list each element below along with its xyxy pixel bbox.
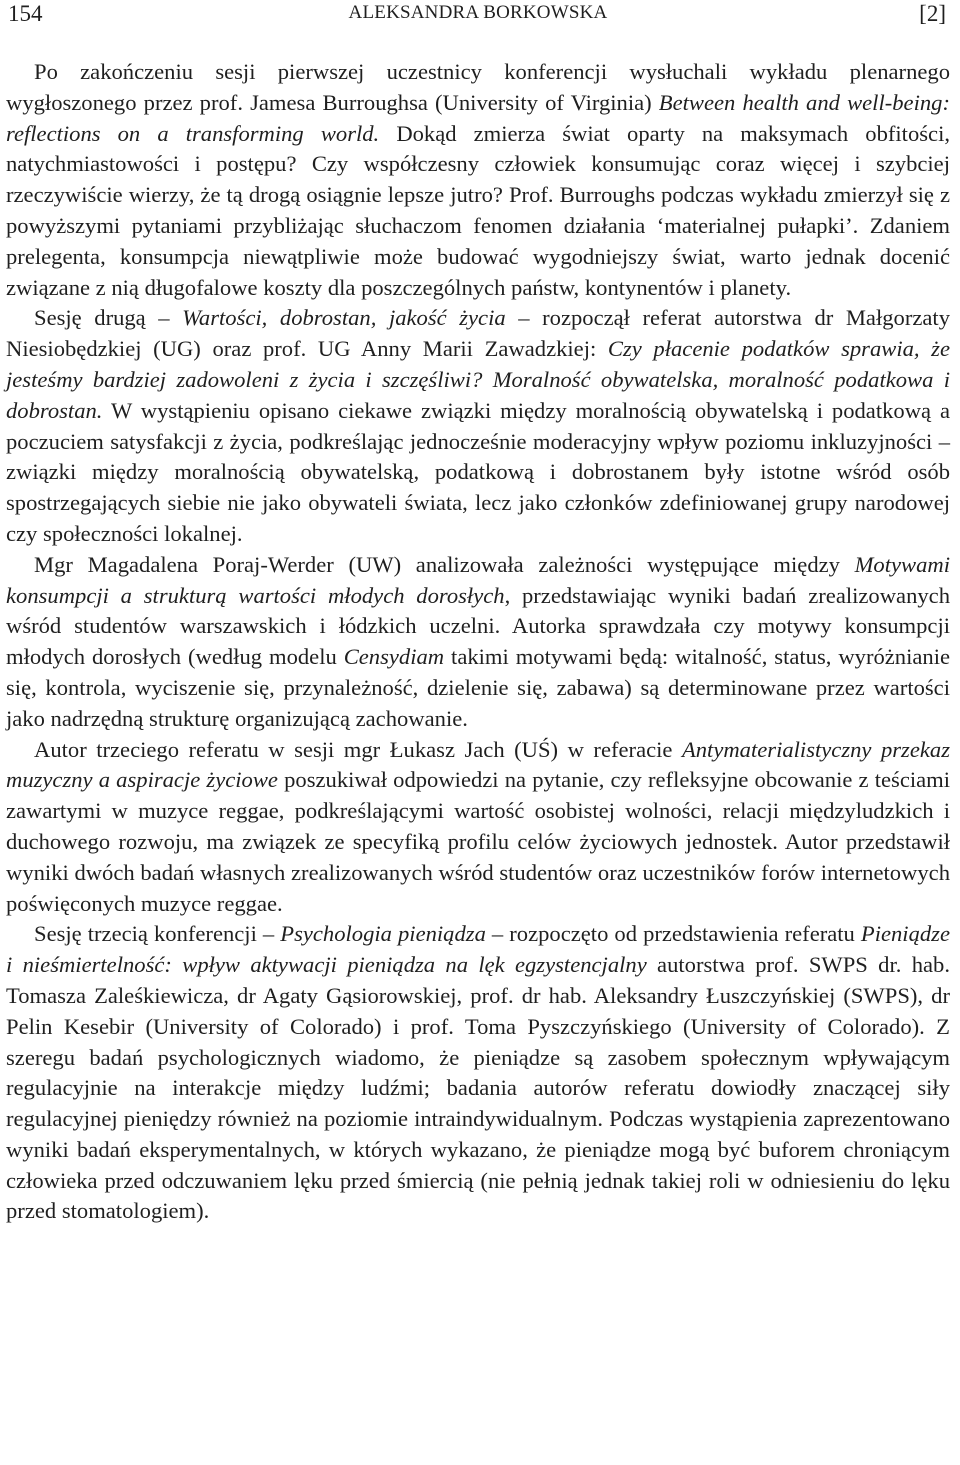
paragraph [6,57,950,303]
italic-title-text: Czy płacenie podatków sprawia, że jesteśmy bardziej zadowoleni z życia i szczęśliwi? Moralność obywatelska, moralność podatkowa i dobrostan. [6,336,950,423]
body-text: Dokąd zmierza świat oparty na maksymach obfitości, natychmiastowości i postępu? Czy współczesny człowiek konsumując coraz więcej i szybciej rzeczywiście wierzy, że tą drogą osiągnie lepsze jutro? Prof. Burroughs podczas wykładu zmierzył się z powyższymi pytaniami przybliżając słuchaczom fenomen działania ‘materialnej pułapki’. Zdaniem prelegenta, konsumpcja niewątpliwie może budować wygodniejszy świat, warto jednak docenić związane z nią długofalowe koszty dla poszczególnych państw, kontynentów i planety. [6,120,950,300]
body-text: Mgr Magadalena Poraj-Werder (UW) analizowała zależności występujące między [34,551,855,577]
body-text: Po zakończeniu sesji pierwszej uczestnicy konferencji wysłuchali wykładu plenarnego wygłoszonego przez prof. Jamesa Burroughsa (University of Virginia) [6,59,950,115]
body-text: – rozpoczął referat autorstwa dr Małgorzaty Niesiobędzkiej (UG) oraz prof. UG Anny Marii Zawadzkiej: [6,305,950,362]
running-header [6,0,950,30]
body-text: autorstwa prof. SWPS dr. hab. Tomasza Zaleśkiewicza, dr Agaty Gąsiorowskiej, prof. dr hab. Aleksandry Łuszczyńskiej (SWPS), dr Pelin Kesebir (University of Colorado) i prof. Toma Pyszczyńskiego (University of Colorado). Z szeregu badań psychologicznych wiadomo, że pieniądze są zasobem społecznym wpływającym regulacyjnie na interakcje między ludźmi; badania autorów referatu dowiodły znaczącej siły regulacyjnej pieniędzy również na poziomie intraindywidualnym. Podczas wystąpienia zaprezentowano wyniki badań eksperymentalnych, w których wykazano, że pieniądze mogą być buforem chroniącym człowieka przed odczuwaniem lęku przed śmiercią (nie pełnią jednak takiej roli w odniesieniu do lęku przed stomatologiem). [6,952,950,1224]
italic-title-text: Psychologia pieniądza [280,921,486,947]
italic-title-text: Between health and well-being: reflections on a transforming world. [6,89,950,146]
paragraph [6,550,950,735]
body-text: poszukiwał odpowiedzi na pytanie, czy refleksyjne obcowanie z teściami zawartymi w muzyce reggae, podkreślającymi wartość osobistej wolności, relacji międzyludzkich i duchowego rozwoju, ma związek ze specyfiką profilu celów życiowych jednostek. Autor przedstawił wyniki dwóch badań własnych zrealizowanych wśród studentów oraz uczestników forów internetowych poświęconych muzyce reggae. [6,767,951,916]
body-text: , przedstawiając wyniki badań zrealizowanych wśród studentów warszawskich i łódzkich uczelni. Autorka sprawdzała czy motywy konsumpcji młodych dorosłych (według modelu [6,582,950,670]
running-head-author: ALEKSANDRA BORKOWSKA [348,2,608,23]
italic-title-text: Censydiam [343,644,445,670]
body-text: W wystąpieniu opisano ciekawe związki między moralnością obywatelską i podatkową a poczuciem satysfakcji z życia, podkreślając jednocześnie moderacyjny wpływ poziomu inkluzyjności – związki między moralnością obywatelską, podatkową i dobrostanem były istotne wśród osób spostrzegających siebie nie jako obywateli świata, lecz jako członków zdefiniowanej grupy narodowej czy społeczności lokalnej. [6,397,950,546]
section-number: [2] [919,1,946,26]
body-text: – rozpoczęto od przedstawienia referatu [485,921,861,947]
body-text: Autor trzeciego referatu w sesji mgr Łukasz Jach (UŚ) w referacie [34,736,682,762]
body-text: takimi motywami będą: witalność, status, wyróżnianie się, kontrola, wyciszenie się, przynależność, dzielenie się, zabawa) są determinowane przez wartości jako nadrzędną strukturę organizującą zachowanie. [6,644,950,731]
italic-title-text: Antymaterialistyczny przekaz muzyczny a aspiracje życiowe [6,736,950,793]
italic-title-text: Motywami konsumpcji a strukturą wartości młodych dorosłych [6,551,950,608]
page-number: 154 [8,1,43,26]
paragraph [6,735,950,920]
body-text: Sesję trzecią konferencji – [34,921,281,947]
article-body [6,57,950,1227]
italic-title-text: Pieniądze i nieśmiertelność: wpływ aktywacji pieniądza na lęk egzystencjalny [6,921,951,978]
italic-title-text: Wartości, dobrostan, jakość życia [182,305,506,331]
body-text: Sesję drugą – [34,305,183,331]
paragraph [6,919,950,1227]
paragraph [6,303,950,549]
